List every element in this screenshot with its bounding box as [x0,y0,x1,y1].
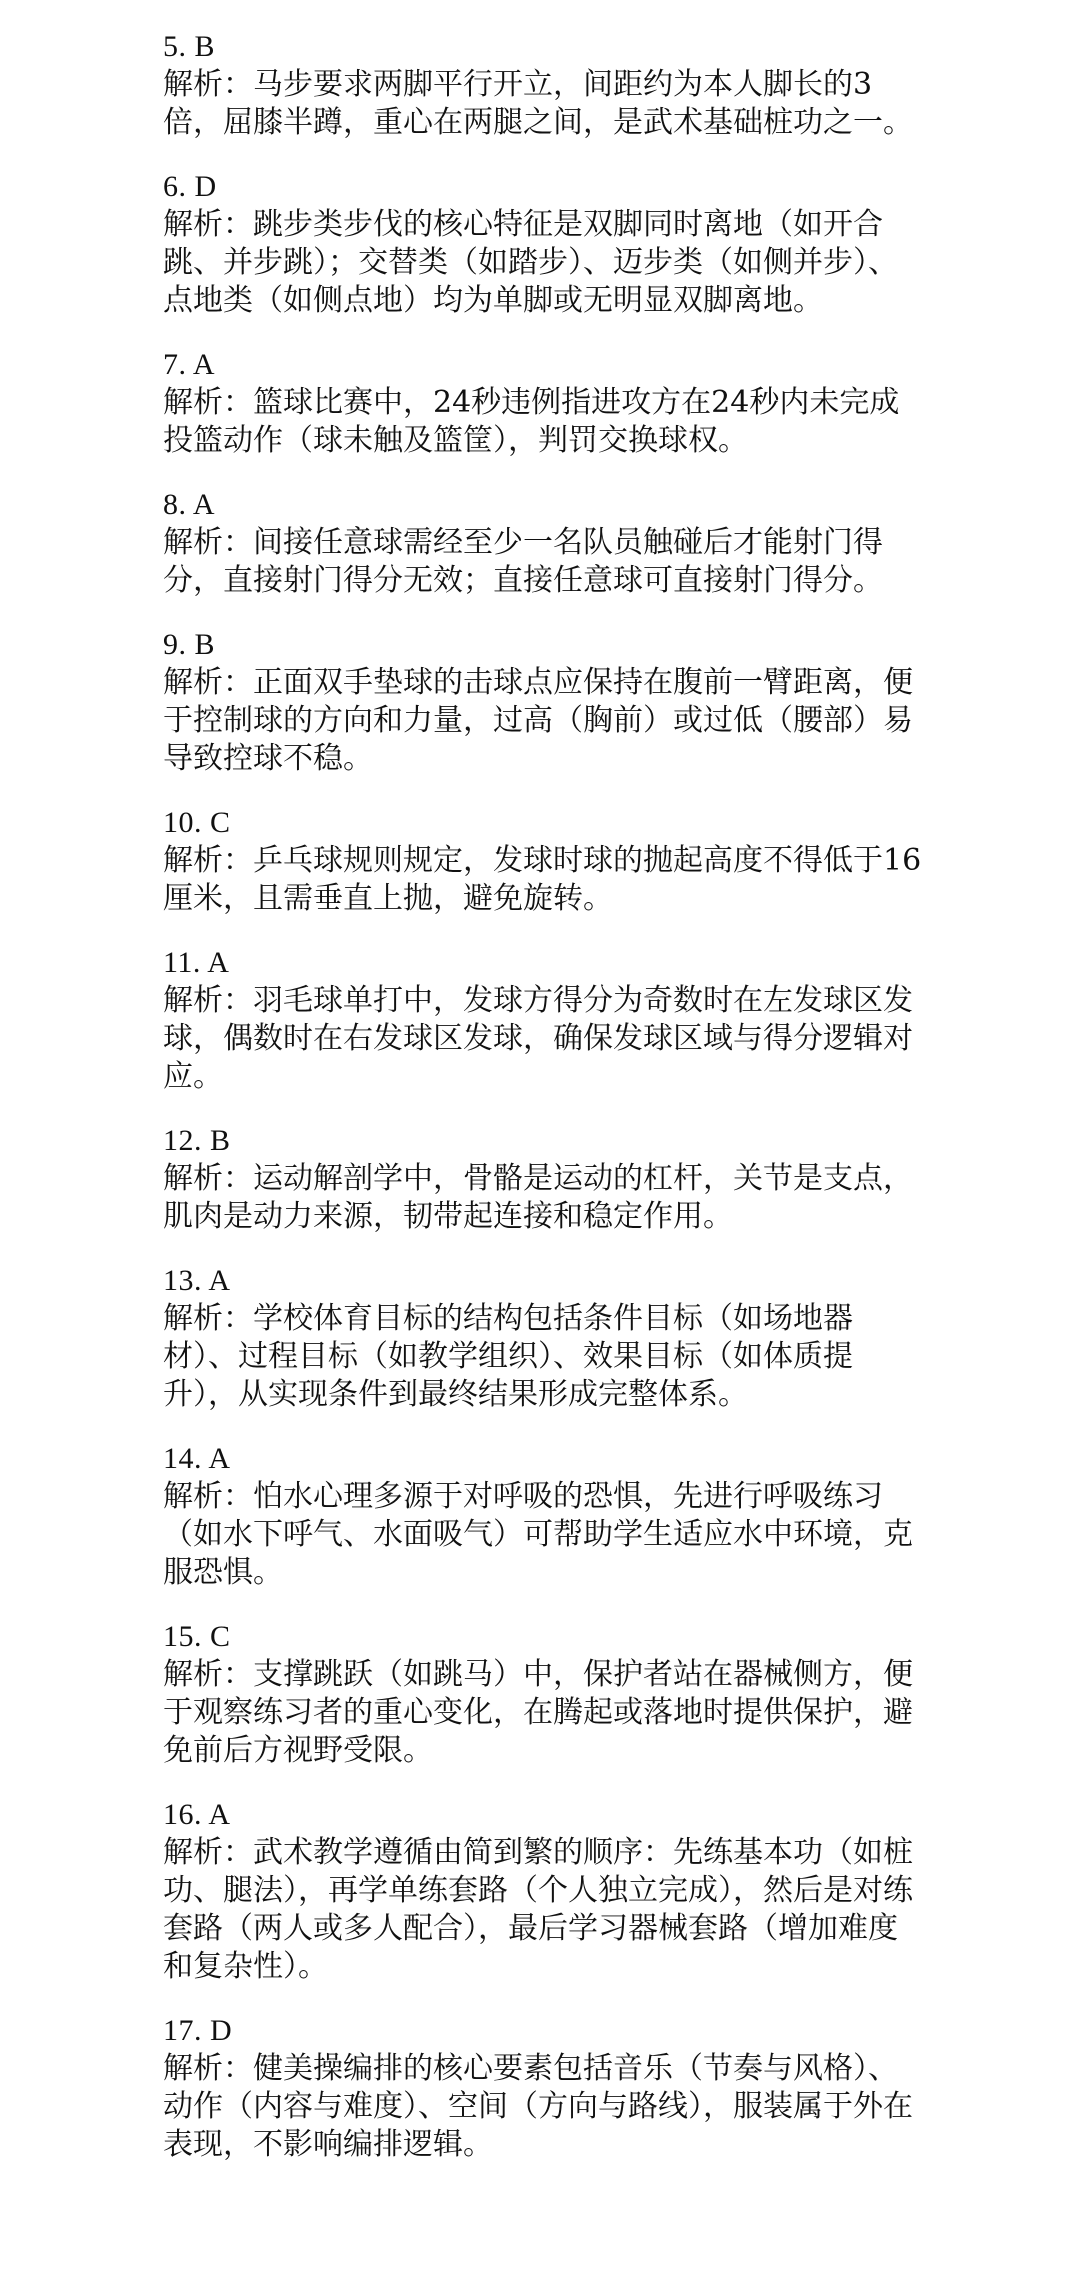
answer-entry-14 [163,1440,923,1592]
answer-list [163,28,923,2190]
answer-entry-9 [163,626,923,778]
answer-key: 7. A [163,348,216,381]
answer-entry-16 [163,1796,923,1986]
answer-key: 16. A [163,1798,231,1831]
analysis-text: 解析：支撑跳跃（如跳马）中，保护者站在器械侧方，便于观察练习者的重心变化，在腾起或落地时提供保护，避免前后方视野受限。 [163,1657,913,1768]
answer-key: 10. C [163,806,231,839]
analysis-text: 解析：武术教学遵循由简到繁的顺序：先练基本功（如桩功、腿法），再学单练套路（个人独立完成），然后是对练套路（两人或多人配合），最后学习器械套路（增加难度和复杂性）。 [163,1835,913,1984]
analysis-text: 解析：篮球比赛中，24秒违例指进攻方在24秒内未完成投篮动作（球未触及篮筐），判罚交换球权。 [163,385,900,458]
analysis-text: 解析：乒乓球规则规定，发球时球的抛起高度不得低于16厘米，且需垂直上抛，避免旋转。 [163,843,922,916]
answer-key: 15. C [163,1620,231,1653]
analysis-text: 解析：间接任意球需经至少一名队员触碰后才能射门得分，直接射门得分无效；直接任意球可直接射门得分。 [163,525,883,598]
analysis-text: 解析：学校体育目标的结构包括条件目标（如场地器材）、过程目标（如教学组织）、效果目标（如体质提升），从实现条件到最终结果形成完整体系。 [163,1301,853,1412]
answer-entry-13 [163,1262,923,1414]
analysis-text: 解析：羽毛球单打中，发球方得分为奇数时在左发球区发球，偶数时在右发球区发球，确保发球区域与得分逻辑对应。 [163,983,913,1094]
answer-key: 11. A [163,946,230,979]
answer-key: 17. D [163,2014,233,2047]
analysis-text: 解析：运动解剖学中，骨骼是运动的杠杆，关节是支点，肌肉是动力来源，韧带起连接和稳定作用。 [163,1161,913,1234]
analysis-text: 解析：马步要求两脚平行开立，间距约为本人脚长的3倍，屈膝半蹲，重心在两腿之间，是武术基础桩功之一。 [163,67,913,140]
answer-entry-5 [163,28,923,142]
analysis-text: 解析：怕水心理多源于对呼吸的恐惧，先进行呼吸练习（如水下呼气、水面吸气）可帮助学生适应水中环境，克服恐惧。 [163,1479,913,1590]
answer-entry-15 [163,1618,923,1770]
answer-entry-8 [163,486,923,600]
answer-entry-12 [163,1122,923,1236]
analysis-text: 解析：正面双手垫球的击球点应保持在腹前一臂距离，便于控制球的方向和力量，过高（胸前）或过低（腰部）易导致控球不稳。 [163,665,913,776]
answer-key: 12. B [163,1124,231,1157]
answer-entry-7 [163,346,923,460]
answer-key: 13. A [163,1264,231,1297]
answer-entry-6 [163,168,923,320]
answer-entry-11 [163,944,923,1096]
analysis-text: 解析：健美操编排的核心要素包括音乐（节奏与风格）、动作（内容与难度）、空间（方向与路线），服装属于外在表现，不影响编排逻辑。 [163,2051,913,2162]
answer-entry-10 [163,804,923,918]
answer-key: 14. A [163,1442,231,1475]
answer-key: 5. B [163,30,216,63]
analysis-text: 解析：跳步类步伐的核心特征是双脚同时离地（如开合跳、并步跳）；交替类（如踏步）、迈步类（如侧并步）、点地类（如侧点地）均为单脚或无明显双脚离地。 [163,207,898,318]
answer-key: 8. A [163,488,216,521]
answer-key: 9. B [163,628,216,661]
answer-entry-17 [163,2012,923,2164]
answer-key: 6. D [163,170,217,203]
